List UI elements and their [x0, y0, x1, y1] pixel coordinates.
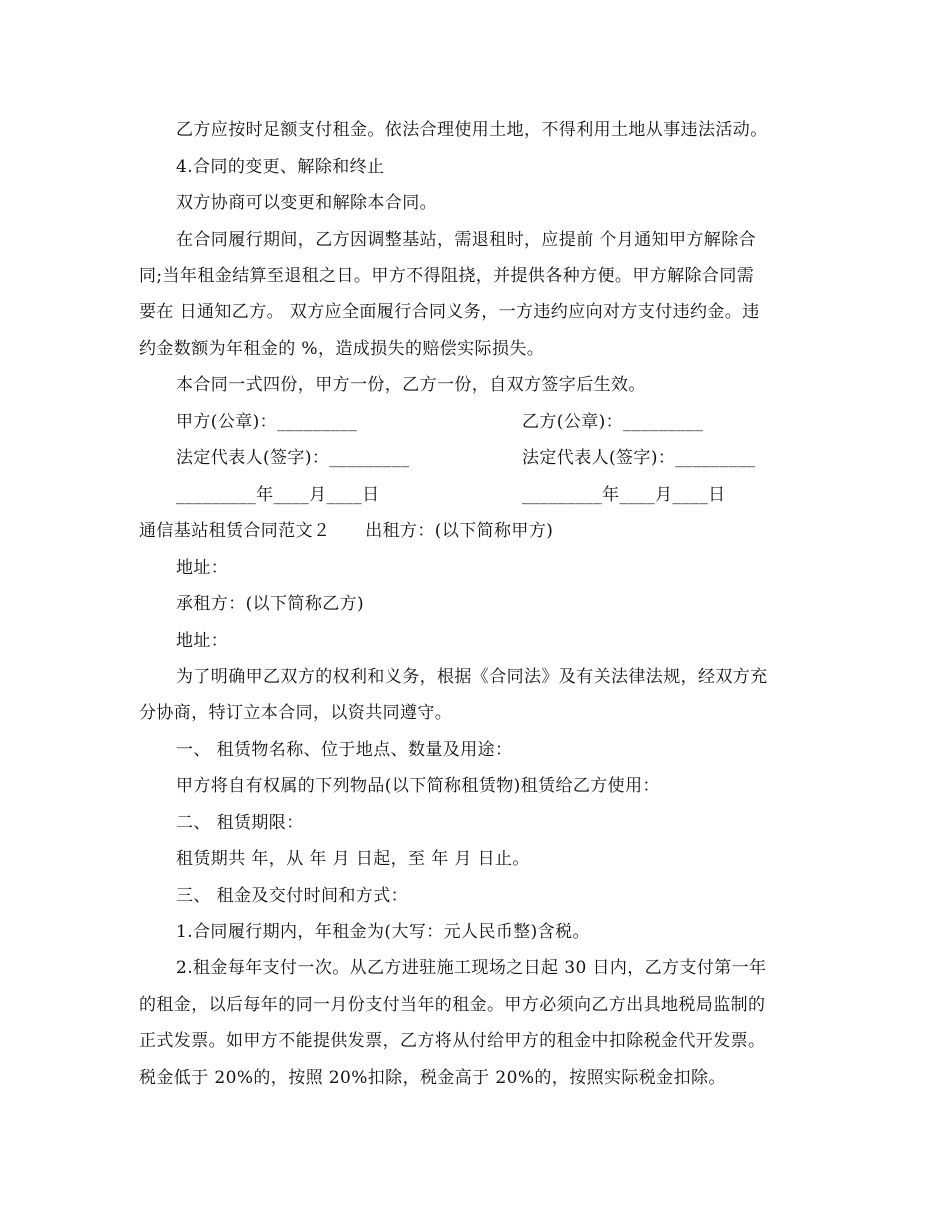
paragraph-termination-line-2: 同;当年租金结算至退租之日。甲方不得阻挠，并提供各种方便。甲方解除合同需 — [139, 266, 755, 286]
intro-line-1: 为了明确甲乙双方的权利和义务，根据《合同法》及有关法律法规，经双方充 — [176, 667, 768, 687]
section-3-item-2-line-1: 2.租金每年支付一次。从乙方进驻施工现场之日起 30 日内，乙方支付第一年 — [176, 958, 767, 978]
section-3-item-2-line-3: 正式发票。如甲方不能提供发票，乙方将从付给甲方的租金中扣除税金代开发票。 — [139, 1031, 766, 1051]
signature-rep-b: 法定代表人(签字)：_________ — [522, 448, 756, 468]
section-1-text: 甲方将自有权属的下列物品(以下简称租赁物)租赁给乙方使用： — [176, 776, 660, 796]
signature-rep-a: 法定代表人(签字)：_________ — [176, 448, 410, 468]
signature-party-a: 甲方(公章)：_________ — [176, 412, 358, 432]
section-2-text: 租赁期共 年，从 年 月 日起，至 年 月 日止。 — [176, 849, 530, 869]
section-2-heading: 二、 租赁期限： — [176, 813, 304, 833]
signature-party-b: 乙方(公章)：_________ — [522, 412, 704, 432]
paragraph-termination-line-4: 约金数额为年租金的 %，造成损失的赔偿实际损失。 — [139, 339, 545, 359]
section-3-item-2-line-2: 的租金，以后每年的同一月份支付当年的租金。甲方必须向乙方出具地税局监制的 — [139, 995, 766, 1015]
section-1-heading: 一、 租赁物名称、位于地点、数量及用途： — [176, 740, 513, 760]
section-3-item-1: 1.合同履行期内，年租金为(大写：元人民币整)含税。 — [176, 922, 590, 942]
signature-date-b: _________年____月____日 — [522, 485, 726, 505]
contract-2-title: 通信基站租赁合同范文２ 出租方：(以下简称甲方) — [139, 521, 554, 541]
intro-line-2: 分协商，特订立本合同，以资共同遵守。 — [139, 703, 453, 723]
section-3-heading: 三、 租金及交付时间和方式： — [176, 886, 409, 906]
paragraph-copies: 本合同一式四份，甲方一份，乙方一份，自双方签字后生效。 — [176, 375, 646, 395]
section-3-item-2-line-4: 税金低于 20%的，按照 20%扣除，税金高于 20%的，按照实际税金扣除。 — [139, 1068, 726, 1088]
lessor-address: 地址： — [176, 558, 229, 578]
paragraph-termination-line-3: 要在 日通知乙方。 双方应全面履行合同义务，一方违约应向对方支付违约金。违 — [139, 302, 760, 322]
paragraph-payment: 乙方应按时足额支付租金。依法合理使用土地，不得利用土地从事违法活动。 — [176, 120, 768, 140]
lessee-address: 地址： — [176, 631, 229, 651]
lessee-label: 承租方：(以下简称乙方) — [176, 594, 365, 614]
paragraph-termination-line-1: 在合同履行期间，乙方因调整基站，需退租时，应提前 个月通知甲方解除合 — [176, 230, 757, 250]
heading-contract-change: 4.合同的变更、解除和终止 — [176, 157, 385, 177]
paragraph-mutual-change: 双方协商可以变更和解除本合同。 — [176, 193, 437, 213]
signature-date-a: _________年____月____日 — [176, 485, 380, 505]
